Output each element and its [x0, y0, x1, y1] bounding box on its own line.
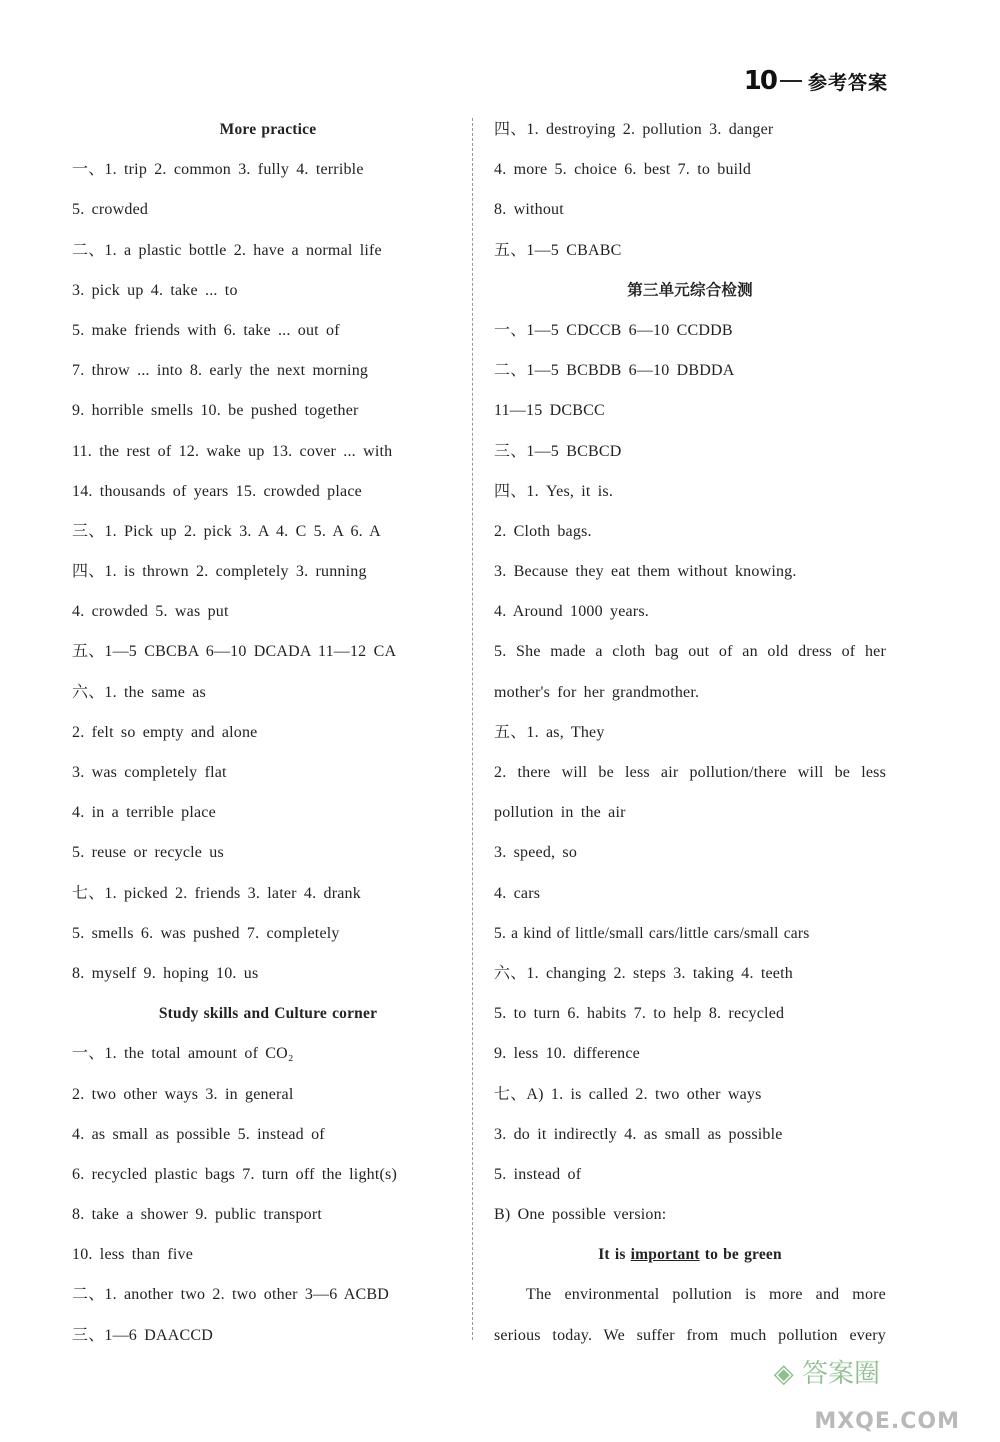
- answer-line: 3. Because they eat them without knowing.: [494, 563, 797, 581]
- answer-line: 一、1—5 CDCCB 6—10 CCDDB: [494, 321, 733, 339]
- essay-title: [494, 1235, 886, 1275]
- watermark-glyph: ◈ 答案圈: [773, 1359, 880, 1389]
- section-heading: Study skills and Culture corner: [158, 1005, 378, 1023]
- essay-paragraph-line: The environmental pollution is more and more: [526, 1286, 886, 1304]
- answer-line: 六、1. changing 2. steps 3. taking 4. teeth: [494, 964, 793, 982]
- essay-title-part: It is: [598, 1246, 631, 1264]
- answer-line: 11. the rest of 12. wake up 13. cover ... with: [72, 442, 393, 460]
- answer-line: 5. crowded: [72, 201, 149, 219]
- answer-line: 4. more 5. choice 6. best 7. to build: [494, 161, 752, 179]
- answer-line: 4. cars: [494, 884, 541, 902]
- answer-line: 10. less than five: [72, 1246, 194, 1264]
- watermark: MXQE.COM: [814, 1409, 960, 1434]
- essay-title-part: to be green: [699, 1246, 782, 1264]
- answer-line: 3. do it indirectly 4. as small as possible: [494, 1125, 783, 1143]
- answer-line: 9. horrible smells 10. be pushed together: [72, 402, 359, 420]
- answer-line: 5. a kind of little/small cars/little cars/small cars: [494, 924, 810, 942]
- answer-line: 五、1—5 CBABC: [494, 241, 622, 259]
- answer-line: 7. throw ... into 8. early the next morning: [72, 362, 369, 380]
- left-column: [72, 110, 464, 1356]
- answer-line: 二、1. a plastic bottle 2. have a normal life: [72, 241, 382, 259]
- header-dash: [780, 80, 802, 82]
- answer-line: 4. as small as possible 5. instead of: [72, 1125, 325, 1143]
- logo-icon: 10: [743, 66, 776, 96]
- answer-line: 五、1. as, They: [494, 723, 605, 741]
- answer-line: mother's for her grandmother.: [494, 683, 700, 701]
- answer-line: pollution in the air: [494, 804, 626, 822]
- answer-line: 8. without: [494, 201, 564, 219]
- answer-line: 七、A) 1. is called 2. two other ways: [494, 1085, 762, 1103]
- answer-line: 4. crowded 5. was put: [72, 603, 229, 621]
- answer-line: 8. myself 9. hoping 10. us: [72, 964, 259, 982]
- answer-line: 5. reuse or recycle us: [72, 844, 224, 862]
- answer-line: 四、1. Yes, it is.: [494, 482, 614, 500]
- header-title: 参考答案: [807, 71, 888, 94]
- answer-line: 二、1—5 BCBDB 6—10 DBDDA: [494, 362, 735, 380]
- answer-line: 3. was completely flat: [72, 764, 227, 781]
- right-column: [494, 110, 886, 1356]
- answer-line: 5. to turn 6. habits 7. to help 8. recycled: [494, 1005, 785, 1023]
- answer-line: 三、1—5 BCBCD: [494, 442, 622, 460]
- answer-line: 四、1. is thrown 2. completely 3. running: [72, 563, 367, 581]
- answer-line: 2. felt so empty and alone: [72, 723, 258, 741]
- essay-title-underlined: important: [630, 1246, 700, 1264]
- answer-line: 5. smells 6. was pushed 7. completely: [72, 924, 340, 942]
- answer-line: 4. in a terrible place: [72, 804, 216, 822]
- page-header: [744, 66, 888, 96]
- answer-line: 2. two other ways 3. in general: [72, 1085, 294, 1103]
- answer-line: 4. Around 1000 years.: [494, 603, 649, 621]
- answer-line: 6. recycled plastic bags 7. turn off the light(s): [72, 1165, 397, 1183]
- answer-line: 四、1. destroying 2. pollution 3. danger: [494, 121, 774, 138]
- answer-line: 2. there will be less air pollution/there will be less: [494, 764, 886, 781]
- answer-line: 5. make friends with 6. take ... out of: [72, 321, 340, 339]
- answer-line: 二、1. another two 2. two other 3—6 ACBD: [72, 1286, 390, 1304]
- answer-line: 七、1. picked 2. friends 3. later 4. drank: [72, 884, 361, 902]
- section-heading: 第三单元综合检测: [627, 281, 753, 299]
- column-divider: [472, 118, 473, 1340]
- answer-line: 3. speed, so: [494, 844, 578, 862]
- answer-line: 3. pick up 4. take ... to: [72, 281, 238, 299]
- answer-line: 三、1—6 DAACCD: [72, 1326, 213, 1344]
- answer-line: 5. She made a cloth bag out of an old dress of her: [494, 643, 886, 661]
- answer-line: B) One possible version:: [494, 1206, 667, 1224]
- answer-line: 一、1. the total amount of CO₂: [72, 1045, 294, 1063]
- answer-line: 9. less 10. difference: [494, 1045, 640, 1063]
- answer-line: 11—15 DCBCC: [494, 402, 605, 420]
- answer-line: 三、1. Pick up 2. pick 3. A 4. C 5. A 6. A: [72, 522, 381, 540]
- answer-line: serious today. We suffer from much pollution every: [494, 1326, 886, 1344]
- answer-line: 8. take a shower 9. public transport: [72, 1206, 323, 1224]
- answer-line: 14. thousands of years 15. crowded place: [72, 482, 362, 500]
- answer-line: 2. Cloth bags.: [494, 522, 592, 540]
- answer-line: 5. instead of: [494, 1165, 582, 1183]
- answer-line: 五、1—5 CBCBA 6—10 DCADA 11—12 CA: [72, 643, 397, 661]
- section-heading: More practice: [219, 121, 317, 138]
- answer-line: 六、1. the same as: [72, 683, 206, 701]
- answer-line: 一、1. trip 2. common 3. fully 4. terrible: [72, 161, 364, 179]
